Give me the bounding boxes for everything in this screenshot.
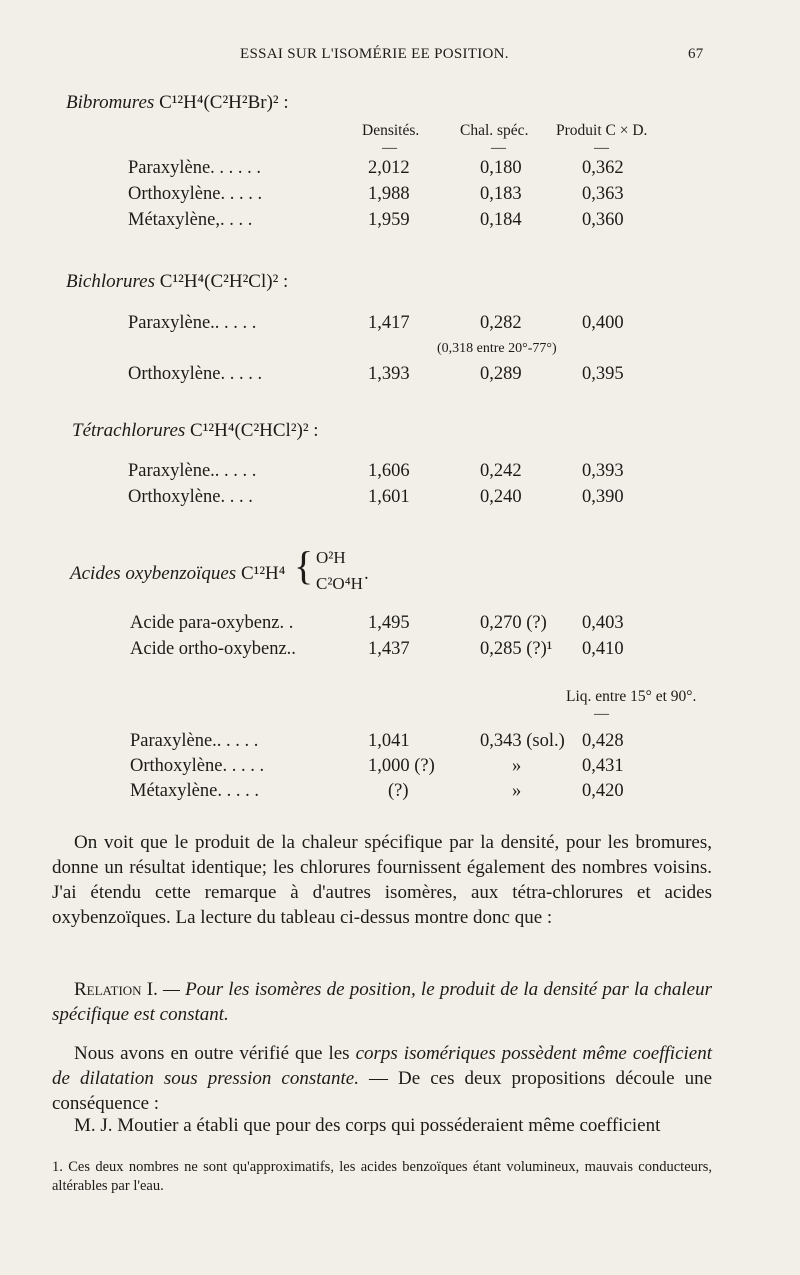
specific-heat-value: 0,289 — [480, 364, 522, 384]
specific-heat-value: 0,285 (?)¹ — [480, 639, 553, 659]
section-formula: C¹²H⁴ — [240, 563, 286, 584]
product-value: 0,410 — [582, 639, 624, 659]
section-label: Acides oxybenzoïques — [70, 563, 237, 584]
paragraph — [52, 830, 712, 930]
table-row — [0, 210, 800, 236]
density-value: 1,000 (?) — [368, 756, 435, 776]
compound-name: Paraxylène.. . . . . — [128, 461, 257, 481]
table-row — [0, 613, 800, 639]
compound-name: Orthoxylène. . . . . — [130, 756, 265, 776]
compound-name: Acide ortho-oxybenz.. — [130, 639, 296, 659]
section-title-acides — [70, 563, 285, 585]
density-value: 1,988 — [368, 184, 410, 204]
formula-top: O²H — [316, 548, 346, 567]
density-value: 1,041 — [368, 731, 410, 751]
specific-heat-value: 0,240 — [480, 487, 522, 507]
column-dash: — — [382, 140, 397, 156]
table-row — [0, 184, 800, 210]
table-row — [0, 461, 800, 487]
product-value: 0,420 — [582, 781, 624, 801]
table-note: (0,318 entre 20°-77°) — [437, 341, 557, 356]
specific-heat-value: 0,242 — [480, 461, 522, 481]
table-row — [0, 781, 800, 807]
paragraph — [52, 1041, 712, 1116]
density-value: 1,601 — [368, 487, 410, 507]
section-formula: C¹²H⁴(C²H²Cl)² : — [159, 271, 289, 292]
product-value: 0,363 — [582, 184, 624, 204]
compound-name: Acide para-oxybenz. . — [130, 613, 294, 633]
table-row — [0, 731, 800, 757]
product-value: 0,393 — [582, 461, 624, 481]
compound-name: Paraxylène.. . . . . — [130, 731, 259, 751]
paragraph-text: — De ces deux propositions découle une conséquence : — [52, 1068, 713, 1114]
product-value: 0,431 — [582, 756, 624, 776]
paragraph-text: M. J. Moutier a établi que pour des corps qui posséderaient même coefficient — [74, 1115, 661, 1136]
specific-heat-value: » — [512, 781, 522, 801]
density-value: 1,393 — [368, 364, 410, 384]
column-header-chal-spec: Chal. spéc. — [460, 122, 529, 139]
specific-heat-value: 0,184 — [480, 210, 522, 230]
relation-text: — Pour les isomères de position, le produit de la densité par la chaleur spécifique est constant. — [52, 979, 712, 1025]
product-value: 0,395 — [582, 364, 624, 384]
paragraph — [52, 1113, 712, 1138]
density-value: 1,606 — [368, 461, 410, 481]
product-value: 0,400 — [582, 313, 624, 333]
page-number: 67 — [688, 46, 704, 62]
compound-name: Orthoxylène. . . . . — [128, 184, 263, 204]
compound-name: Orthoxylène. . . . . — [128, 364, 263, 384]
column-header-densites: Densités. — [362, 122, 420, 139]
relation-label: Relation I. — [74, 979, 158, 1000]
paragraph-text: On voit que le produit de la chaleur spécifique par la densité, pour les bromures, donne un résultat identique; les chlorures fournissent également des nombres voisins. J'ai étendu cette remarque à d'autres isomères, aux tétra-chlorures et acides oxybenzoïques. La lecture du tableau ci-dessus montre donc que : — [52, 832, 712, 928]
paragraph-italic: corps isomériques possèdent même coefficient de dilatation sous pression constante. — [52, 1043, 712, 1089]
section-title-tetrachlorures — [72, 420, 319, 442]
column-dash: — — [594, 706, 609, 722]
formula-brace: { — [294, 543, 314, 588]
formula-end: . — [364, 563, 369, 584]
specific-heat-value: 0,282 — [480, 313, 522, 333]
section-formula: C¹²H⁴(C²H²Br)² : — [159, 92, 289, 113]
column-header-liquide: Liq. entre 15° et 90°. — [566, 688, 697, 705]
product-value: 0,362 — [582, 158, 624, 178]
product-value: 0,403 — [582, 613, 624, 633]
paragraph-text: Nous avons en outre vérifié que les — [74, 1043, 356, 1064]
running-header: ESSAI SUR L'ISOMÉRIE EE POSITION. — [240, 46, 509, 62]
section-label: Bibromures — [66, 92, 155, 113]
section-label: Tétrachlorures — [72, 420, 186, 441]
specific-heat-value: 0,270 (?) — [480, 613, 547, 633]
density-value: 1,417 — [368, 313, 410, 333]
compound-name: Orthoxylène. . . . — [128, 487, 253, 507]
product-value: 0,360 — [582, 210, 624, 230]
column-dash: — — [491, 140, 506, 156]
specific-heat-value: 0,180 — [480, 158, 522, 178]
compound-name: Métaxylène,. . . . — [128, 210, 253, 230]
density-value: 2,012 — [368, 158, 410, 178]
column-dash: — — [594, 140, 609, 156]
table-row — [0, 756, 800, 782]
density-value: 1,495 — [368, 613, 410, 633]
density-value: 1,959 — [368, 210, 410, 230]
specific-heat-value: 0,343 (sol.) — [480, 731, 565, 751]
column-header-produit: Produit C × D. — [556, 122, 648, 139]
formula-bottom: C²O⁴H — [316, 574, 363, 593]
table-row — [0, 639, 800, 665]
product-value: 0,428 — [582, 731, 624, 751]
footnote: 1. Ces deux nombres ne sont qu'approximatifs, les acides benzoïques étant volumineux, mauvais conducteurs, altérables par l'eau. — [52, 1159, 712, 1194]
section-title-bromures — [66, 92, 289, 114]
relation-paragraph — [52, 977, 712, 1027]
table-row — [0, 487, 800, 513]
table-row — [0, 313, 800, 339]
table-row — [0, 364, 800, 390]
specific-heat-value: 0,183 — [480, 184, 522, 204]
section-title-chlorures — [66, 271, 288, 293]
section-label: Bichlorures — [66, 271, 156, 292]
table-row — [0, 158, 800, 184]
compound-name: Paraxylène. . . . . . — [128, 158, 262, 178]
product-value: 0,390 — [582, 487, 624, 507]
compound-name: Métaxylène. . . . . — [130, 781, 259, 801]
section-formula: C¹²H⁴(C²HCl²)² : — [190, 420, 319, 441]
density-value: 1,437 — [368, 639, 410, 659]
specific-heat-value: » — [512, 756, 522, 776]
compound-name: Paraxylène.. . . . . — [128, 313, 257, 333]
density-value: (?) — [388, 781, 409, 801]
